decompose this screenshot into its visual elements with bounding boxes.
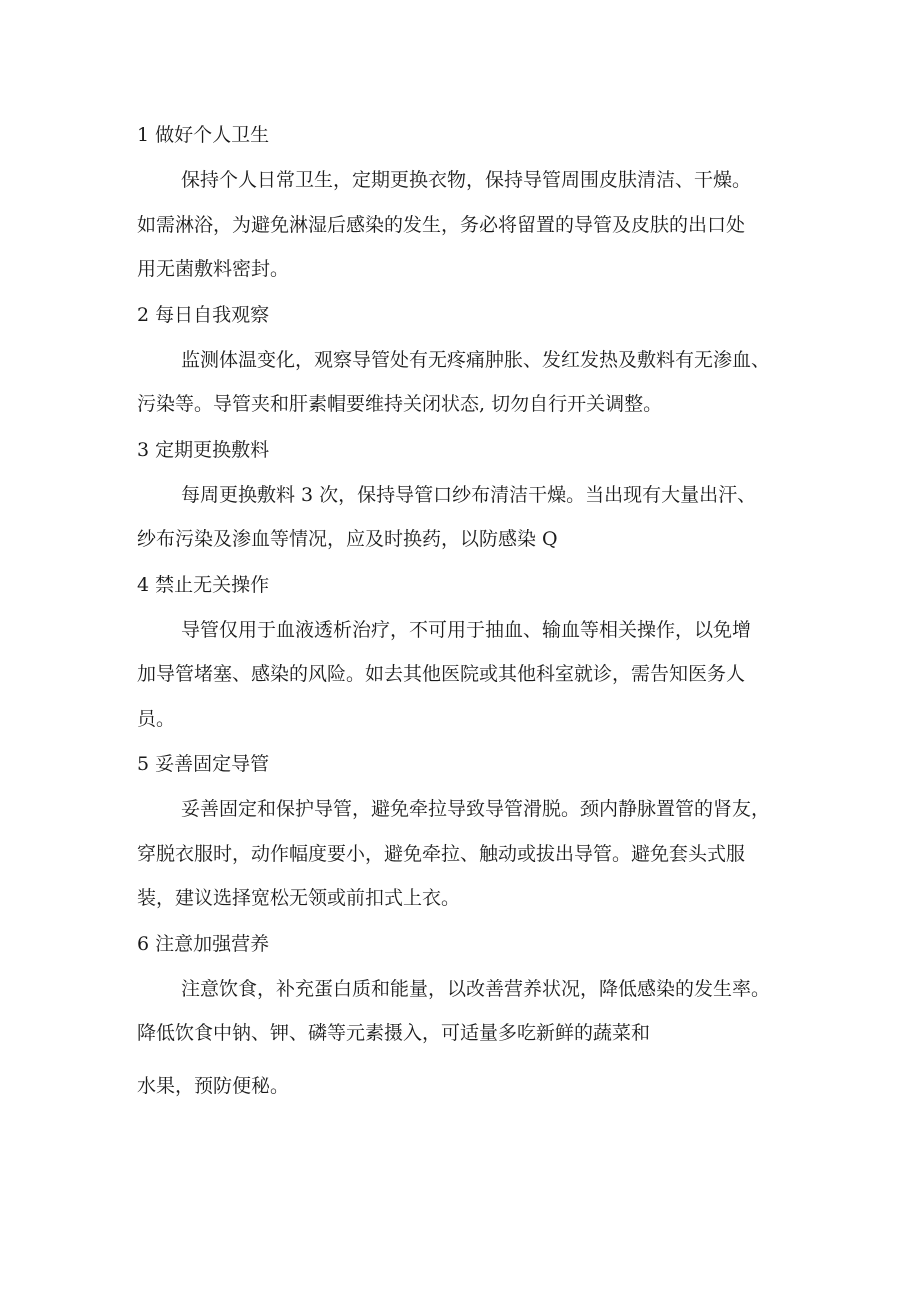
body-line: 员。 <box>137 707 176 730</box>
body-line: 监测体温变化，观察导管处有无疼痛肿胀、发红发热及敷料有无渗血、 <box>181 348 771 371</box>
section-4 <box>137 562 797 742</box>
section-body <box>137 338 797 427</box>
body-line: 妥善固定和保护导管，避免牵拉导致导管滑脱。颈内静脉置管的肾友， <box>181 798 771 820</box>
section-heading: 5 妥善固定导管 <box>137 753 270 775</box>
body-line: 每周更换敷料 3 次，保持导管口纱布清洁干燥。当出现有大量出汗、 <box>181 483 757 506</box>
body-line: 降低饮食中钠、钾、磷等元素摄入，可适量多吃新鲜的蔬菜和 <box>137 1022 651 1044</box>
body-line: 装，建议选择宽松无领或前扣式上衣。 <box>137 887 461 909</box>
body-line: 导管仅用于血液透析治疗，不可用于抽血、输血等相关操作，以免增 <box>181 618 752 641</box>
body-line: 保持个人日常卫生，定期更换衣物，保持导管周围皮肤清洁、干燥。 <box>181 169 752 191</box>
section-heading: 1 做好个人卫生 <box>137 124 270 146</box>
section-body <box>137 158 797 292</box>
body-line: 纱布污染及渗血等情况，应及时换药，以防感染 Q <box>137 528 558 550</box>
body-line: 穿脱衣服时，动作幅度要小，避免牵拉、触动或拔出导管。避免套头式服 <box>137 842 746 865</box>
body-line: 如需淋浴，为避免淋湿后感染的发生，务必将留置的导管及皮肤的出口处 <box>137 213 746 236</box>
section-heading: 2 每日自我观察 <box>137 303 270 326</box>
section-body <box>137 967 797 1056</box>
body-line: 用无菌敷料密封。 <box>137 258 290 280</box>
section-heading: 6 注意加强营养 <box>137 932 270 955</box>
body-line: 注意饮食，补充蛋白质和能量，以改善营养状况，降低感染的发生率。 <box>181 977 771 1000</box>
section-6 <box>137 921 797 1108</box>
document-page <box>137 112 797 1108</box>
section-2 <box>137 292 797 427</box>
body-line: 污染等。导管夹和肝素帽要维持关闭状态, 切勿自行开关调整。 <box>137 393 663 415</box>
section-body <box>137 473 797 562</box>
section-heading: 4 禁止无关操作 <box>137 573 270 596</box>
body-line: 加导管堵塞、感染的风险。如去其他医院或其他科室就诊，需告知医务人 <box>137 663 746 685</box>
body-line-tail: 水果，预防便秘。 <box>137 1074 290 1097</box>
section-1 <box>137 112 797 292</box>
section-5 <box>137 741 797 921</box>
section-body <box>137 608 797 742</box>
section-3 <box>137 427 797 562</box>
section-heading: 3 定期更换敷料 <box>137 438 270 461</box>
section-body <box>137 787 797 921</box>
